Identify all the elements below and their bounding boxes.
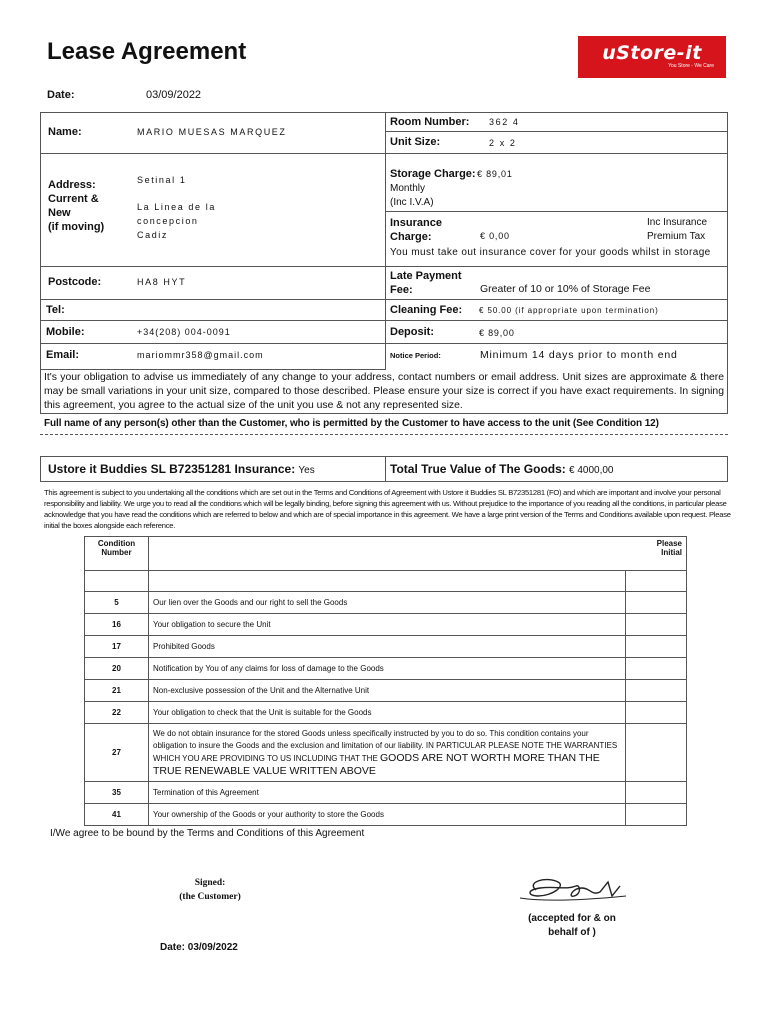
- initial-box[interactable]: [626, 804, 687, 826]
- name-label: Name:: [48, 126, 82, 138]
- table-row-blank: [85, 571, 687, 592]
- late-fee-label: Late Payment Fee:: [390, 270, 462, 296]
- insurance-note: You must take out insurance cover for your goods whilst in storage: [390, 247, 711, 258]
- mobile-label: Mobile:: [46, 326, 85, 338]
- logo-tagline: You Store - We Care: [668, 63, 714, 69]
- insurance-value[interactable]: € 0,00: [480, 231, 510, 241]
- table-row: 35 Termination of this Agreement: [85, 782, 687, 804]
- table-row-27: 27 We do not obtain insurance for the stored Goods unless specifically instructed by you to do so. This condition contains your obligation to insure the Goods and the exclusion and limitation of our liability. IN PARTICULAR PLEASE NOTE THE WARRANTIES WHICH YOU ARE PROVIDING TO US INCLUDING THAT THE GOODS ARE NOT WORTH MORE THAN THE TRUE RENEWABLE VALUE WRITTEN ABOVE: [85, 724, 687, 782]
- ustore-it-logo: [578, 36, 726, 78]
- table-row: 22 Your obligation to check that the Unit is suitable for the Goods: [85, 702, 687, 724]
- table-row: 16 Your obligation to secure the Unit: [85, 614, 687, 636]
- company-signature: [516, 872, 636, 908]
- accepted-on-behalf-label: (accepted for & on behalf of ): [528, 913, 616, 938]
- notice-period-label: Notice Period:: [390, 351, 441, 360]
- storage-charge-label: Storage Charge:: [390, 168, 476, 180]
- email-value[interactable]: mariommr358@gmail.com: [137, 350, 264, 360]
- unit-size-label: Unit Size:: [390, 136, 441, 148]
- buddies-insurance-value: Yes: [298, 465, 315, 476]
- table-row: 21 Non-exclusive possession of the Unit and the Alternative Unit: [85, 680, 687, 702]
- storage-monthly-note: Monthly (Inc I.V.A): [390, 183, 434, 208]
- name-value[interactable]: MARIO MUESAS MARQUEZ: [137, 127, 287, 137]
- address-label: Address: Current & New (if moving): [48, 179, 105, 233]
- late-fee-value: Greater of 10 or 10% of Storage Fee: [480, 283, 651, 295]
- deposit-label: Deposit:: [390, 326, 434, 338]
- conditions-table: [84, 536, 687, 826]
- document-title: Lease Agreement: [47, 38, 247, 65]
- table-row: 20 Notification by You of any claims for loss of damage to the Goods: [85, 658, 687, 680]
- initial-box[interactable]: [626, 702, 687, 724]
- mobile-value[interactable]: +34(208) 004-0091: [137, 327, 231, 337]
- obligation-paragraph: It's your obligation to advise us immediately of any change to your address, contact numbers or email address. Unit sizes are approximate & there may be small variations in your unit size, compared to those described. Please ensure your size is correct if you have exact requirements. In signing this agreement, you agree to the actual size of the unit you use & not any represented size.: [44, 372, 724, 411]
- customer-signed-label: Signed: (the Customer): [179, 878, 241, 902]
- agreement-paragraph: This agreement is subject to you undertaking all the conditions which are set out in the Terms and Conditions of Agreement with Ustore it Buddies SL B72351281 (FO) and which are important and involve your personal responsibility and liability. We urge you to read all the conditions which will be legally binding, before signing this agreement with us. Without prejudice to the importance of you reading all the conditions, in particular please acknowledge that you have read the conditions which are referred to below and which are of special importance in this agreement. We have a large print version of the Terms and Conditions available upon request. Please initial the boxes alongside each reference.: [44, 488, 731, 530]
- buddies-insurance: Ustore it Buddies SL B72351281 Insurance: Yes: [48, 462, 315, 476]
- access-heading: Full name of any person(s) other than the Customer, who is permitted by the Customer to have access to the unit (See Condition 12): [44, 418, 659, 429]
- unit-size-value[interactable]: 2 x 2: [489, 138, 517, 148]
- cleaning-fee-label: Cleaning Fee:: [390, 304, 463, 316]
- initial-box[interactable]: [626, 782, 687, 804]
- table-row: 17 Prohibited Goods: [85, 636, 687, 658]
- address-value[interactable]: Setinal 1 La Linea de la concepcion Cadiz: [137, 175, 216, 240]
- table-row: 41 Your ownership of the Goods or your authority to store the Goods: [85, 804, 687, 826]
- cleaning-fee-value: € 50.00 (if appropriate upon termination): [479, 306, 659, 315]
- initial-box[interactable]: [626, 636, 687, 658]
- access-field-line[interactable]: [40, 434, 728, 435]
- postcode-value[interactable]: HA8 HYT: [137, 277, 187, 287]
- table-header-row: [85, 537, 687, 571]
- email-label: Email:: [46, 349, 80, 361]
- table-row: 5 Our lien over the Goods and our right to sell the Goods: [85, 592, 687, 614]
- header-please-initial: Please Initial: [626, 537, 687, 571]
- deposit-value[interactable]: € 89,00: [479, 328, 515, 338]
- notice-period-value: Minimum 14 days prior to month end: [480, 349, 678, 361]
- initial-box[interactable]: [626, 680, 687, 702]
- footer-date: Date: 03/09/2022: [160, 942, 238, 953]
- room-value[interactable]: 362 4: [489, 117, 520, 127]
- insurance-options: Inc Insurance Premium Tax: [647, 217, 708, 242]
- header-condition-number: Condition Number: [85, 537, 149, 571]
- initial-box[interactable]: [626, 614, 687, 636]
- storage-charge-value[interactable]: € 89,01: [477, 169, 513, 179]
- room-label: Room Number:: [390, 116, 470, 128]
- date-label: Date:: [47, 89, 75, 101]
- initial-box[interactable]: [626, 658, 687, 680]
- total-value: Total True Value of The Goods: € 4000,00: [390, 462, 614, 476]
- tel-label: Tel:: [46, 304, 65, 316]
- logo-text: uStore-it: [602, 42, 702, 64]
- insurance-label: Insurance Charge:: [390, 217, 442, 243]
- initial-box[interactable]: [626, 592, 687, 614]
- initial-box[interactable]: [626, 724, 687, 782]
- total-value-amount: € 4000,00: [569, 465, 614, 476]
- postcode-label: Postcode:: [48, 276, 102, 288]
- date-value: 03/09/2022: [146, 89, 202, 101]
- agree-statement: I/We agree to be bound by the Terms and Conditions of this Agreement: [50, 828, 365, 839]
